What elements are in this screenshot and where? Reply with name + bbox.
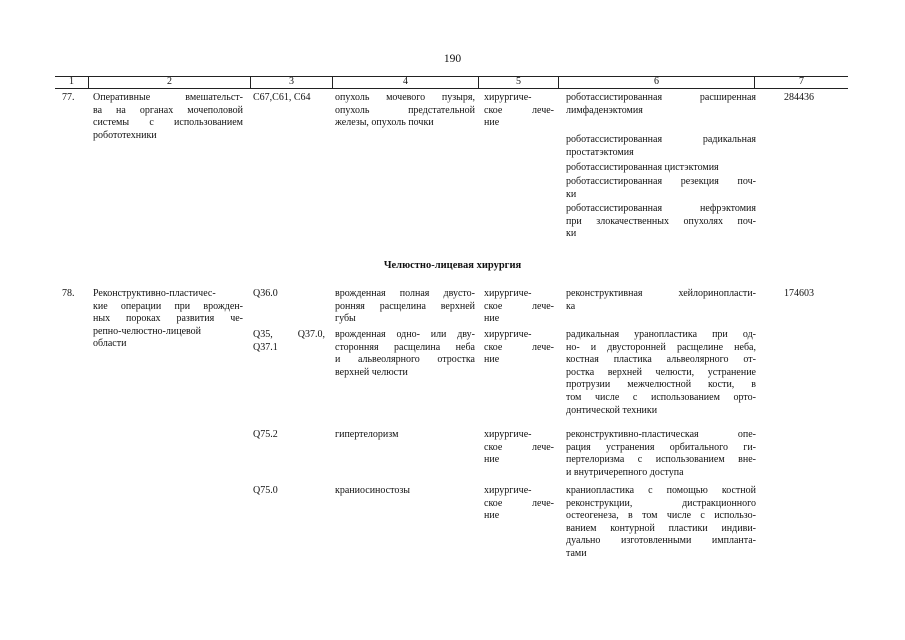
column-number: 6: [558, 76, 754, 88]
text-line: ных пороках развития че-: [93, 313, 243, 325]
text-line: хирургиче-: [484, 329, 532, 340]
text-line: простатэктомия: [566, 146, 634, 158]
treatment-method: [566, 288, 756, 313]
diagnosis-codes: [253, 288, 278, 301]
text-line: краниопластика с помощью костной: [566, 485, 756, 496]
diagnosis-codes: [253, 429, 278, 442]
text-line: и альвеолярного отростка: [335, 354, 475, 366]
text-line: области: [93, 338, 127, 350]
column-number: 7: [754, 76, 848, 88]
page-number: 190: [443, 53, 462, 65]
text-line: врожденная полная двусто-: [335, 288, 475, 299]
column-number: 3: [250, 76, 332, 88]
column-number: 4: [332, 76, 478, 88]
text-line: костная пластика альвеолярного от-: [566, 354, 756, 366]
treatment-method: [566, 329, 756, 417]
text-line: опухоль предстательной: [335, 104, 475, 116]
text-line: Q36.0: [253, 288, 278, 299]
text-line: ронняя расщелина верхней: [335, 300, 475, 312]
column-number: 1: [69, 76, 74, 87]
text-line: Оперативные вмешательст-: [93, 92, 243, 103]
treatment-type: [484, 288, 554, 326]
procedure-name: [93, 288, 243, 351]
diagnosis: [335, 429, 475, 442]
procedure-name: [93, 92, 243, 142]
treatment-type: [484, 92, 554, 130]
text-line: роботассистированная цистэктомия: [566, 162, 719, 173]
text-line: дуально изготовленными импланта-: [566, 535, 756, 547]
text-line: лимфаденэктомия: [566, 104, 643, 116]
text-line: ва на органах мочеполовой: [93, 104, 243, 116]
text-line: системы с использованием: [93, 117, 243, 129]
text-line: ка: [566, 300, 576, 312]
text-line: врожденная одно- или дву-: [335, 329, 475, 340]
column-number: 5: [478, 76, 558, 88]
text-line: донтической техники: [566, 404, 658, 416]
text-line: ки: [566, 228, 577, 240]
diagnosis-codes: [253, 329, 325, 354]
text-line: репно-челюстно-лицевой: [93, 325, 202, 337]
text-line: Реконструктивно-пластичес-: [93, 288, 216, 299]
text-line: ростка верхней челюсти, устранение: [566, 366, 756, 378]
text-line: Q35, Q37.0,: [253, 329, 325, 340]
row-number: 77.: [62, 92, 75, 103]
text-line: реконструктивно-пластическая опе-: [566, 429, 756, 440]
diagnosis: [335, 485, 475, 498]
text-line: робототехники: [93, 129, 157, 141]
text-line: ское лече-: [484, 497, 554, 509]
row-number: 78.: [62, 288, 75, 299]
text-line: губы: [335, 313, 356, 325]
treatment-method: [566, 429, 756, 479]
treatment-method: [566, 485, 756, 561]
text-line: роботассистированная резекция поч-: [566, 176, 756, 187]
treatment-type: [484, 485, 554, 523]
text-line: хирургиче-: [484, 429, 532, 440]
treatment-method: [566, 176, 756, 201]
diagnosis: [335, 329, 475, 379]
text-line: роботассистированная нефрэктомия: [566, 203, 756, 214]
treatment-method: [566, 134, 756, 159]
diagnosis: [335, 92, 475, 130]
text-line: реконструктивная хейлоринопласти-: [566, 288, 756, 299]
text-line: при злокачественных опухолях поч-: [566, 215, 756, 227]
text-line: ние: [484, 313, 500, 325]
text-line: хирургиче-: [484, 92, 532, 103]
treatment-type: [484, 329, 554, 367]
text-line: Q75.2: [253, 429, 278, 440]
text-line: опухоль мочевого пузыря,: [335, 92, 475, 103]
cost-value: 174603: [784, 288, 814, 299]
text-line: сторонняя расщелина неба: [335, 341, 475, 353]
text-line: тами: [566, 547, 587, 559]
text-line: роботассистированная расширенная: [566, 92, 756, 103]
text-line: протрузии межчелюстной кости, в: [566, 379, 756, 391]
text-line: роботассистированная радикальная: [566, 134, 756, 145]
text-line: но- и двусторонней расщелине неба,: [566, 341, 756, 353]
text-line: пертелоризма с использованием вне-: [566, 454, 756, 466]
text-line: ское лече-: [484, 341, 554, 353]
text-line: кие операции при врожден-: [93, 300, 243, 312]
text-line: Q75.0: [253, 485, 278, 496]
treatment-type: [484, 429, 554, 467]
text-line: ское лече-: [484, 441, 554, 453]
text-line: ское лече-: [484, 300, 554, 312]
text-line: ние: [484, 354, 500, 366]
text-line: ние: [484, 117, 500, 129]
text-line: ванием контурной пластики индиви-: [566, 522, 756, 534]
text-line: и внутричерепного доступа: [566, 466, 684, 478]
text-line: железы, опухоль почки: [335, 117, 434, 129]
text-line: Q37.1: [253, 341, 278, 353]
text-line: краниосиностозы: [335, 485, 410, 496]
column-number-header: [55, 76, 848, 88]
cost-value: 284436: [784, 92, 814, 103]
treatment-method: [566, 203, 756, 241]
diagnosis-codes: С67,С61, С64: [253, 92, 311, 103]
treatment-method: [566, 162, 756, 175]
column-number: 2: [88, 76, 250, 88]
text-line: хирургиче-: [484, 485, 532, 496]
text-line: ние: [484, 510, 500, 522]
text-line: остеогенеза, в том числе с использо-: [566, 510, 756, 522]
text-line: хирургиче-: [484, 288, 532, 299]
text-line: радикальная уранопластика при од-: [566, 329, 756, 340]
text-line: ское лече-: [484, 104, 554, 116]
text-line: верхней челюсти: [335, 366, 408, 378]
treatment-method: [566, 92, 756, 117]
text-line: ки: [566, 188, 577, 200]
diagnosis-codes: [253, 485, 278, 498]
diagnosis: [335, 288, 475, 326]
text-line: гипертелоризм: [335, 429, 399, 440]
text-line: ние: [484, 454, 500, 466]
text-line: рация устранения орбитального ги-: [566, 441, 756, 453]
text-line: реконструкции, дистракционного: [566, 497, 756, 509]
table-header-rule: [55, 88, 848, 89]
text-line: том числе с использованием орто-: [566, 391, 756, 403]
section-title: Челюстно-лицевая хирургия: [383, 260, 522, 271]
